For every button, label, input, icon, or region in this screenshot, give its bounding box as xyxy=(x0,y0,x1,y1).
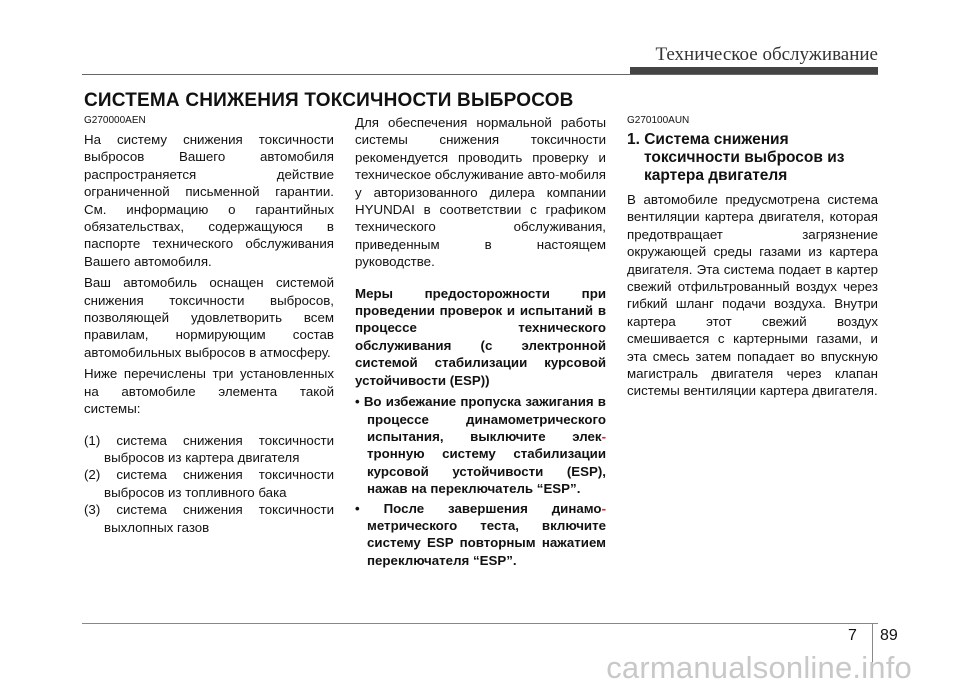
column-3 xyxy=(627,114,878,404)
watermark: carmanualsonline.info xyxy=(606,650,912,685)
section-code: G270000AEN xyxy=(84,115,146,126)
section-number: 7 xyxy=(848,627,857,644)
paragraph: Ваш автомобиль оснащен системой снижения токсичности выбросов, позволяющей удовлетворить всем правилам, нормирующим состав автомобильных выбросов в атмосферу. xyxy=(84,275,334,360)
column-1 xyxy=(84,114,334,536)
numbered-list xyxy=(84,432,334,536)
list-item: (2) система снижения токсичности выбросов из топливного бака xyxy=(84,467,334,500)
column-2 xyxy=(355,114,606,569)
paragraph: В автомобиле предусмотрена система вентиляции картера двигателя, которая предотвращает загрязнение окружающей среды газами из картера двигателя. Эта система подает в картер свежий отфильтрованный воздух через гибкий шланг подачи воздуха. Внутри картера этот свежий воздух смешивается с картерными газами, и эта смесь затем попадает во впускную магистраль двигателя через клапан системы вентиляции картера двигателя. xyxy=(627,192,878,399)
page-number: 89 xyxy=(880,627,898,644)
bullet-item: • После завершения динамо-метрического теста, включите систему ESP повторным нажатием переключателя “ESP”. xyxy=(355,500,606,568)
header-rule xyxy=(82,74,878,75)
subsection-heading: 1. Система снижения токсичности выбросов из картера двигателя xyxy=(627,131,845,184)
bullet-item: • Во избежание пропуска зажигания в процессе динамометрического испытания, выключите элек-тронную систему стабилизации курсовой устойчивости (ESP), нажав на переключатель “ESP”. xyxy=(355,394,606,497)
list-item: (1) система снижения токсичности выбросов из картера двигателя xyxy=(84,432,334,465)
paragraph: Для обеспечения нормальной работы системы снижения токсичности рекомендуется проводить проверку и техническое обслуживание авто-мобиля у авторизованного дилера компании HYUNDAI в соответствии с графиком технического обслуживания, приведенным в настоящем руководстве. xyxy=(355,115,606,270)
header-title: Техническое обслуживание xyxy=(655,44,878,65)
footer-rule xyxy=(82,623,878,624)
list-item: (3) система снижения токсичности выхлопных газов xyxy=(84,502,334,535)
caution-heading: Меры предосторожности при проведении проверок и испытаний в процессе технического обслуживания (с электронной системой стабилизации курсовой устойчивости (ESP)) xyxy=(355,285,606,388)
section-code: G270100AUN xyxy=(627,115,690,126)
header-bar xyxy=(630,67,878,74)
paragraph: Ниже перечислены три установленных на автомобиле элемента такой системы: xyxy=(84,366,334,417)
section-title: СИСТЕМА СНИЖЕНИЯ ТОКСИЧНОСТИ ВЫБРОСОВ xyxy=(84,90,574,111)
paragraph: На систему снижения токсичности выбросов Вашего автомобиля распространяется действие ограниченной письменной гарантии. См. информацию о гарантийных обязательствах, содержащуюся в паспорте технического обслуживания Вашего автомобиля. xyxy=(84,132,334,269)
